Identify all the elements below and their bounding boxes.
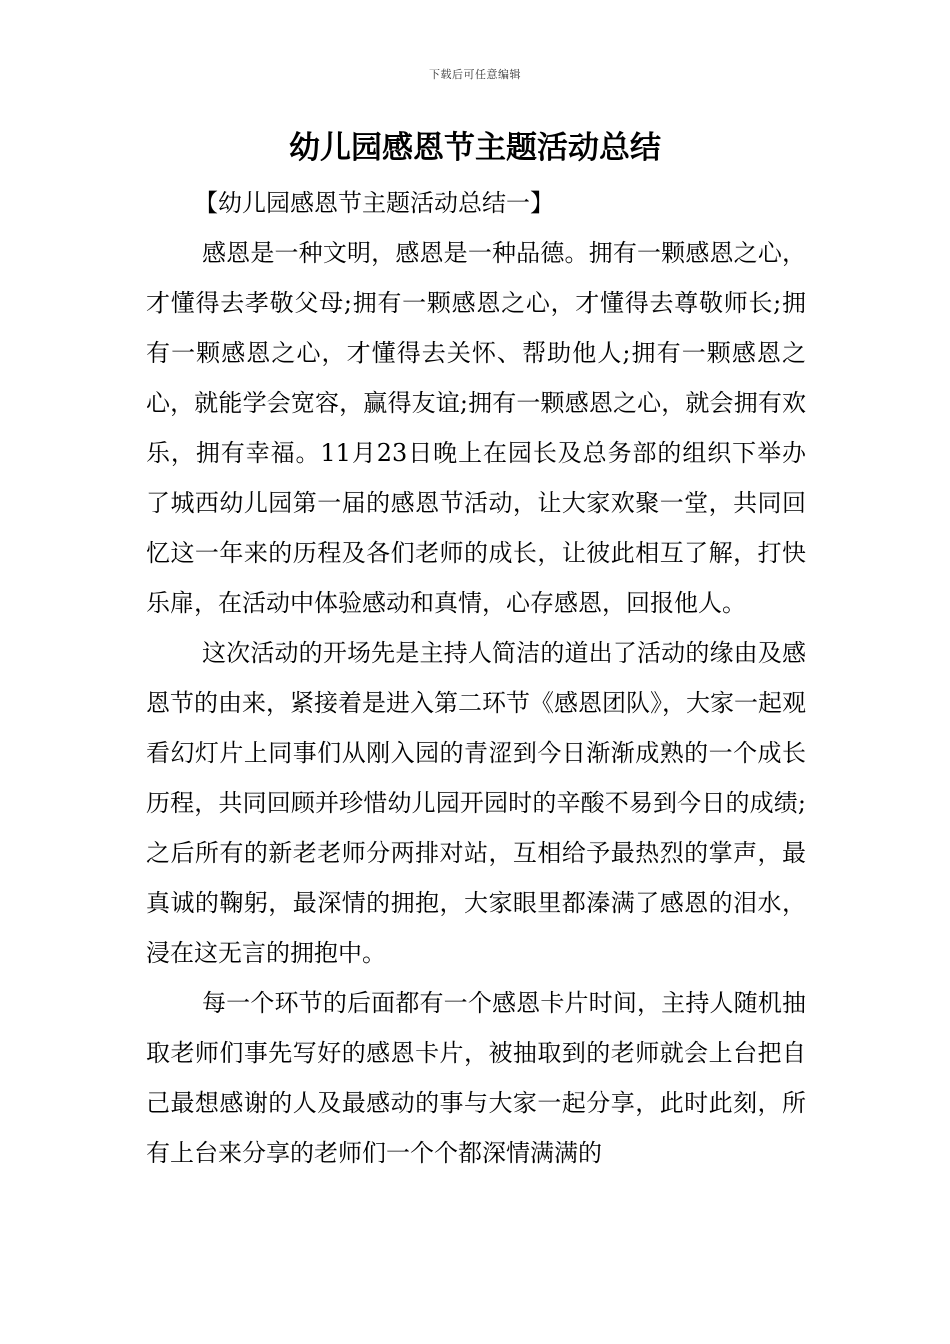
- paragraph-1: 感恩是一种文明，感恩是一种品德。拥有一颗感恩之心，才懂得去孝敬父母;拥有一颗感恩之心，才懂得去尊敬师长;拥有一颗感恩之心，才懂得去关怀、帮助他人;拥有一颗感恩之心，就能学会宽容，赢得友谊;拥有一颗感恩之心，就会拥有欢乐，拥有幸福。11月23日晚上在园长及总务部的组织下举办了城西幼儿园第一届的感恩节活动，让大家欢聚一堂，共同回忆这一年来的历程及各们老师的成长，让彼此相互了解，打快乐扉，在活动中体验感动和真情，心存感恩，回报他人。: [146, 239, 806, 617]
- paragraph-2: 这次活动的开场先是主持人简洁的道出了活动的缘由及感恩节的由来，紧接着是进入第二环节《感恩团队》，大家一起观看幻灯片上同事们从刚入园的青涩到今日渐渐成熟的一个成长历程，共同回顾并珍惜幼儿园开园时的辛酸不易到今日的成绩;之后所有的新老老师分两排对站，互相给予最热烈的掌声，最真诚的鞠躬，最深情的拥抱，大家眼里都溱满了感恩的泪水，浸在这无言的拥抱中。: [146, 639, 806, 967]
- section-subtitle: 【幼儿园感恩节主题活动总结一】: [194, 189, 554, 217]
- header-note: 下载后可任意编辑: [429, 68, 521, 81]
- paragraph-3: 每一个环节的后面都有一个感恩卡片时间，主持人随机抽取老师们事先写好的感恩卡片，被抽取到的老师就会上台把自己最想感谢的人及最感动的事与大家一起分享，此时此刻，所有上台来分享的老师们一个个都深情满满的: [146, 989, 806, 1167]
- document-title: 幼儿园感恩节主题活动总结: [289, 130, 661, 166]
- document-body: [146, 178, 806, 1178]
